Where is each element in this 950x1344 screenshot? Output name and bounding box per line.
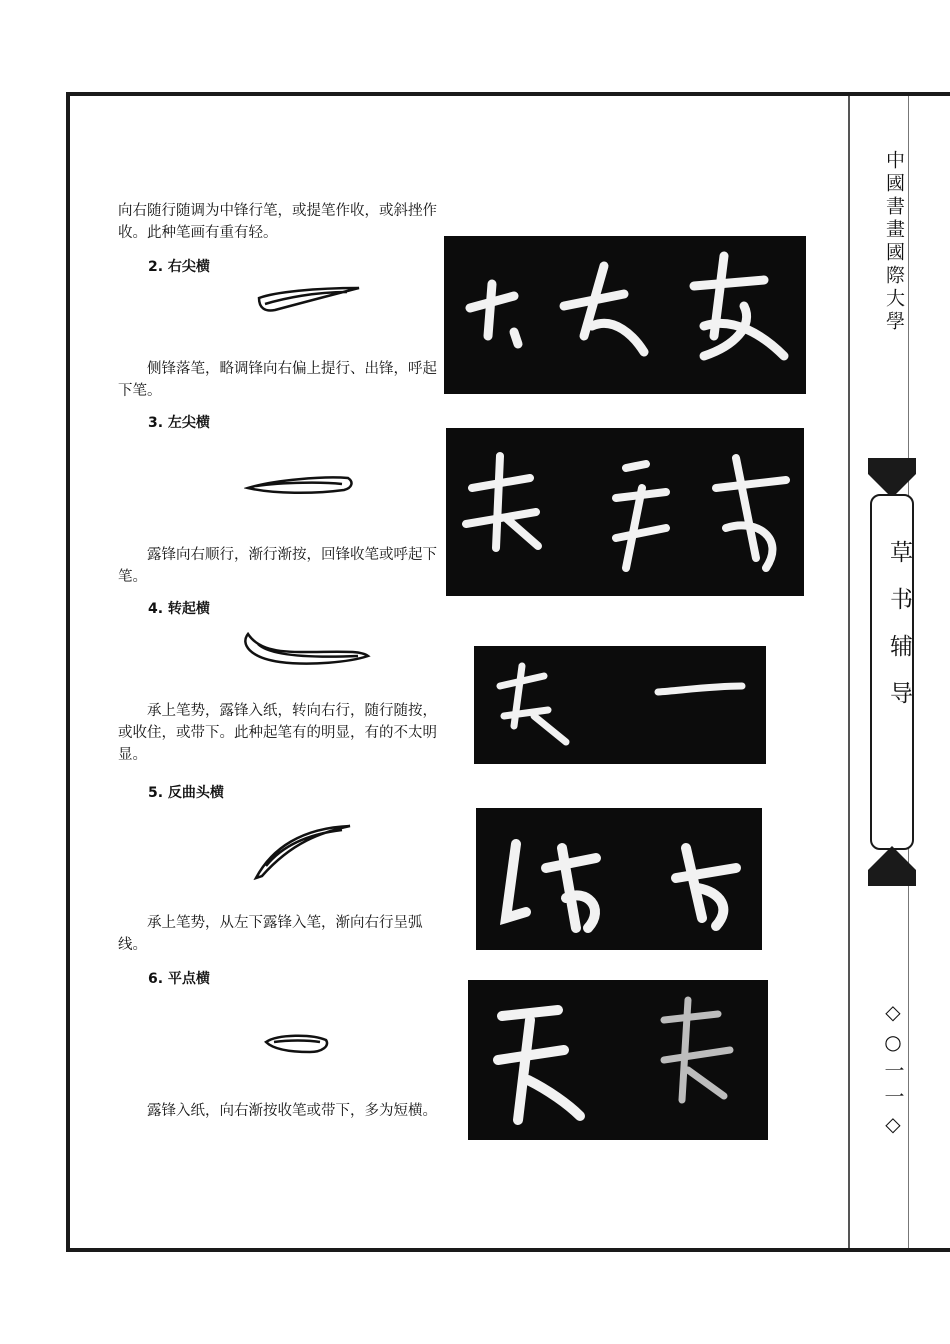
section-heading: 4. 转起横 <box>148 601 210 617</box>
section-heading: 6. 平点横 <box>148 971 210 987</box>
section-heading: 2. 右尖横 <box>148 259 210 275</box>
section-text: 露锋入纸，向右渐按收笔或带下，多为短横。 <box>147 1103 437 1119</box>
section-text: 露锋向右顺行，渐行渐按，回锋收笔或呼起下笔。 <box>118 547 437 585</box>
banner-top-ornament <box>868 458 916 498</box>
section-text: 侧锋落笔，略调锋向右偏上提行、出锋，呼起下笔。 <box>118 361 437 399</box>
banner-bottom-ornament <box>868 846 916 886</box>
stroke-diagram-flat-dot <box>262 1030 332 1058</box>
calligraphy-rubbing-4 <box>476 808 762 950</box>
calligraphy-rubbing-1 <box>444 236 806 394</box>
stroke-diagram-curved-head <box>252 818 356 882</box>
calligraphy-rubbing-3 <box>474 646 766 764</box>
section-heading: 3. 左尖横 <box>148 415 210 431</box>
stroke-diagram-left-pointed <box>244 470 356 500</box>
intro-paragraph: 向右随行随调为中锋行笔，或提笔作收，或斜挫作收。此种笔画有重有轻。 <box>118 203 437 241</box>
section-heading: 5. 反曲头横 <box>148 785 224 801</box>
page-number: ◇○一一◇ <box>881 1000 905 1142</box>
section-text: 承上笔势，露锋入纸，转向右行，随行随按，或收住，或带下。此种起笔有的明显，有的不太明显。 <box>118 703 437 763</box>
section-text: 承上笔势，从左下露锋入笔，渐向右行呈弧线。 <box>118 915 423 953</box>
calligraphy-rubbing-2 <box>446 428 804 596</box>
stroke-diagram-turning-start <box>240 628 374 674</box>
book-title: 草书辅导 <box>886 540 912 728</box>
calligraphy-rubbing-5 <box>468 980 768 1140</box>
stroke-diagram-right-pointed <box>255 284 365 324</box>
series-title: 中國書畫國際大學 <box>883 150 905 334</box>
